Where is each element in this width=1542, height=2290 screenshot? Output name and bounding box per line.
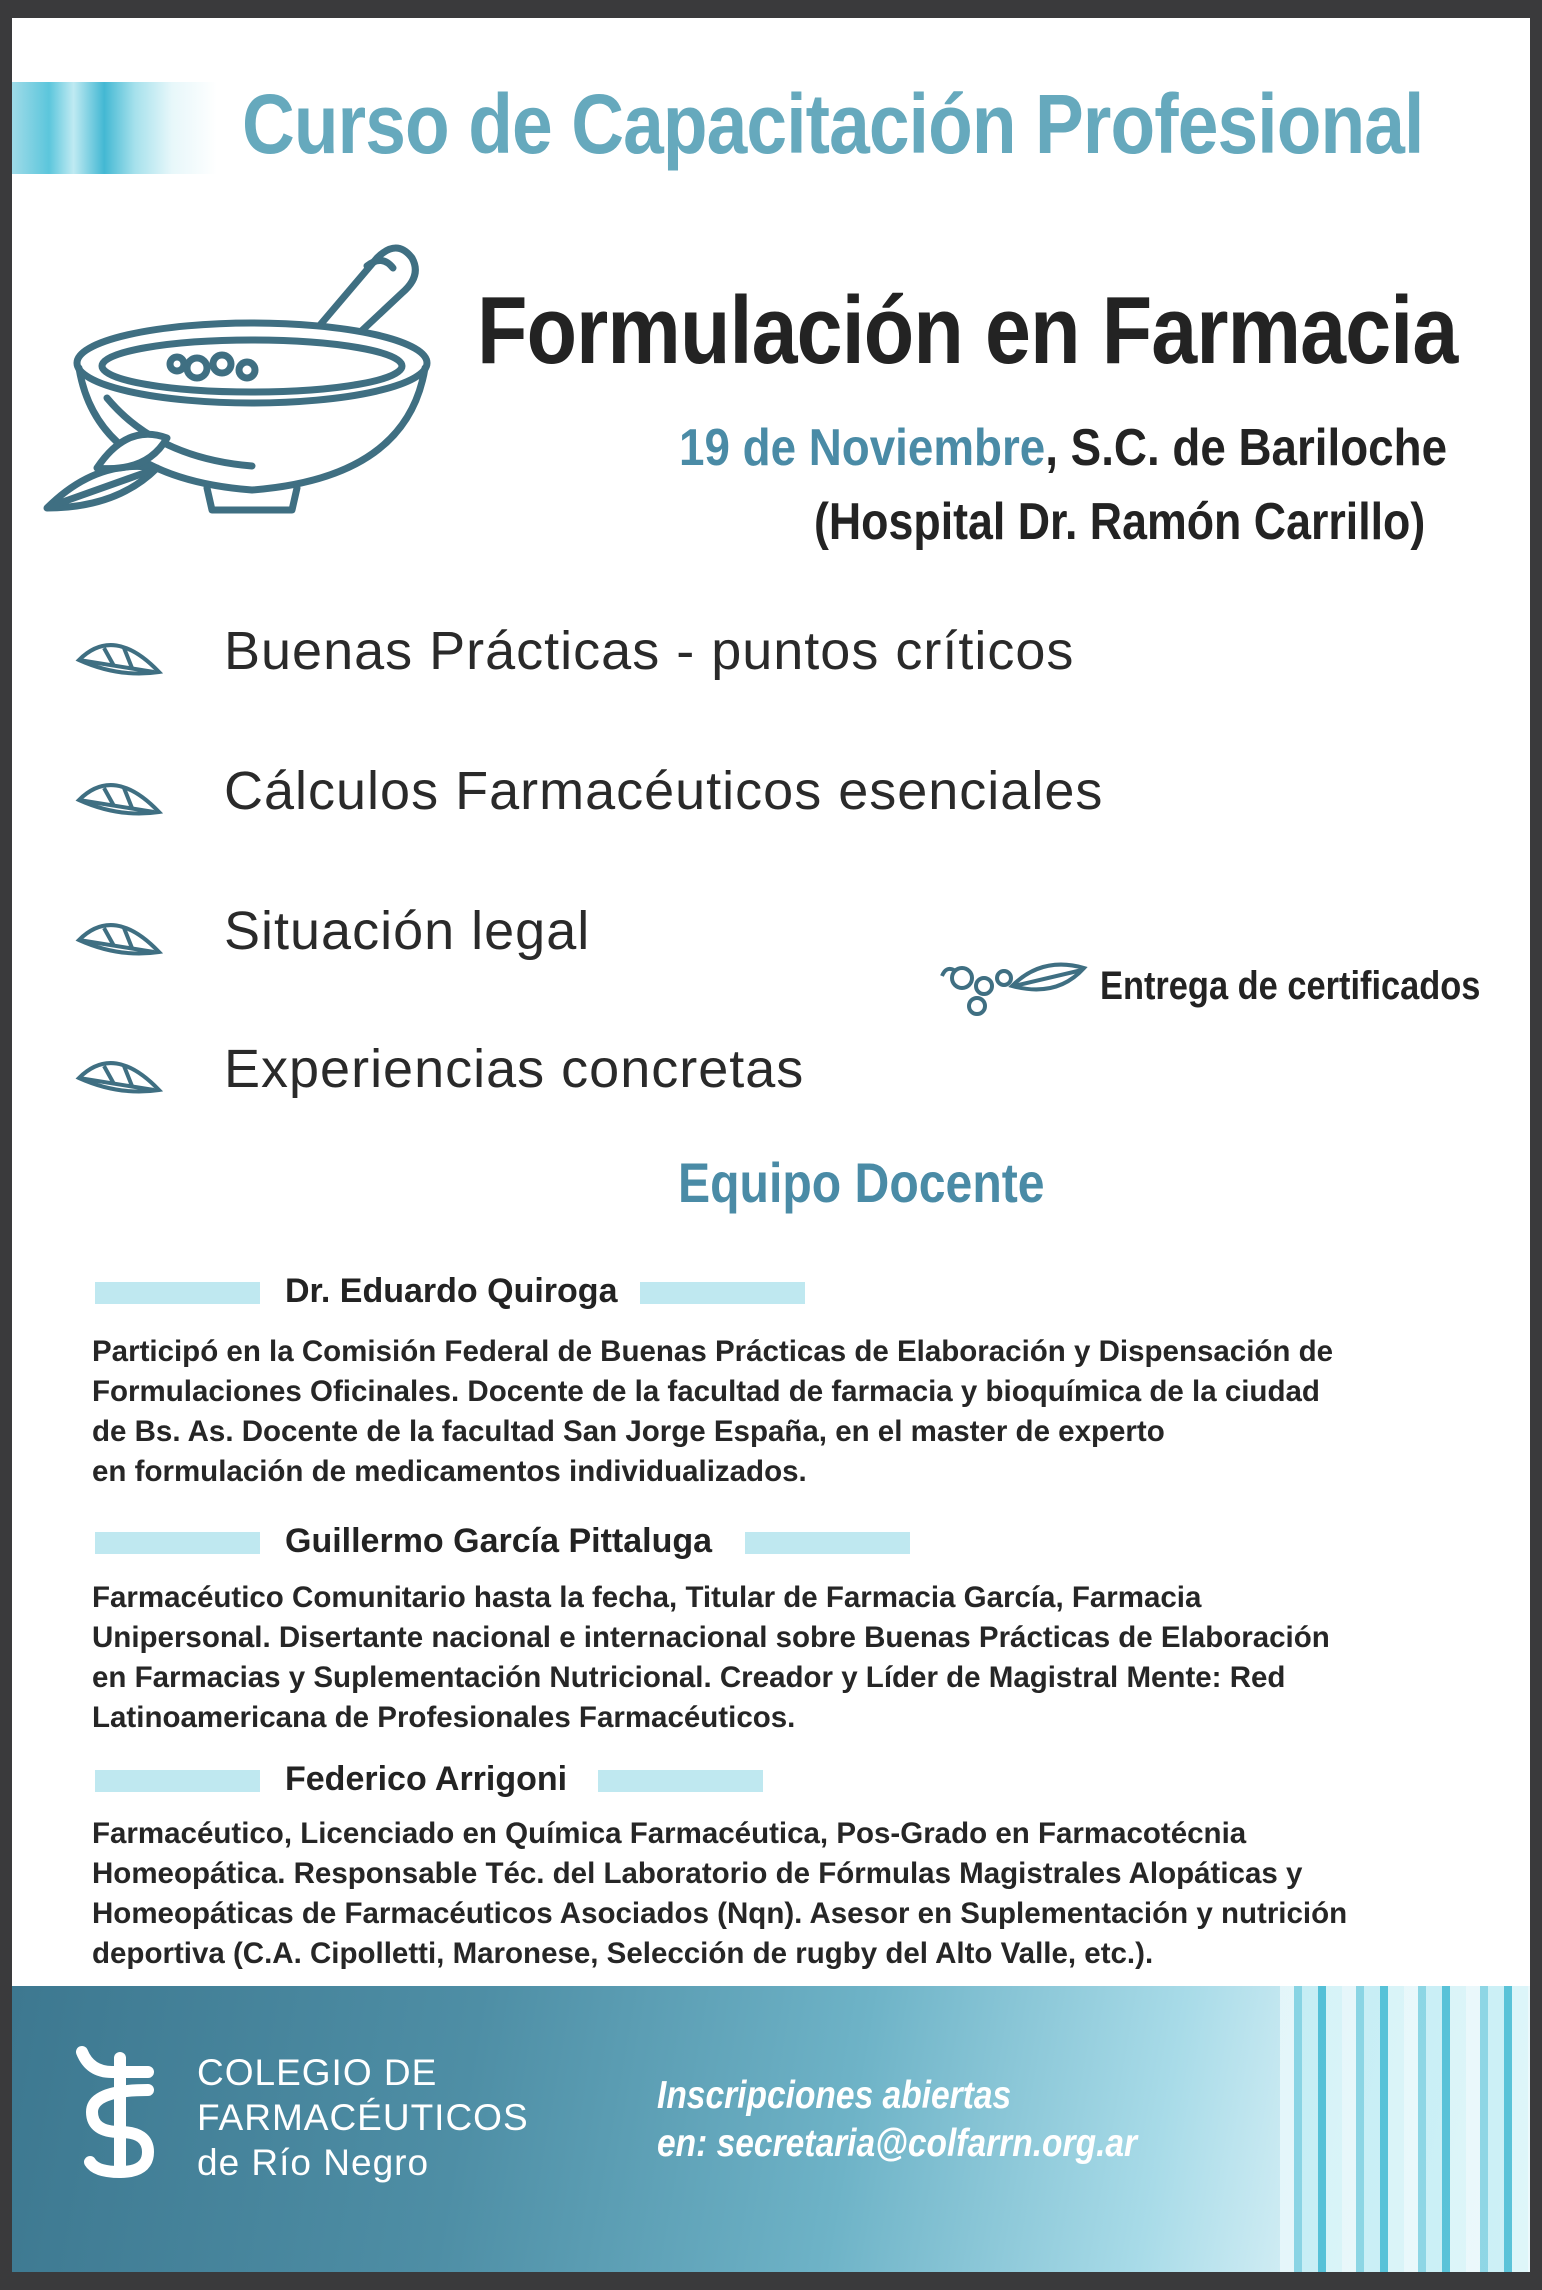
divider-bar: [95, 1532, 260, 1554]
registration-info: [657, 2072, 1137, 2168]
bio-line: Participó en la Comisión Federal de Buenas Prácticas de Elaboración y Dispensación de: [92, 1335, 1334, 1368]
member-bio: [92, 1814, 1512, 1974]
team-title: Equipo Docente: [678, 1151, 1045, 1214]
member-name: Federico Arrigoni: [285, 1760, 568, 1798]
bio-line: de Bs. As. Docente de la facultad San Jorge España, en el master de experto: [92, 1415, 1165, 1448]
topic-label: Situación legal: [224, 901, 591, 961]
member-header: [95, 1522, 1395, 1566]
org-name-line: COLEGIO DE: [197, 2052, 438, 2093]
member-name: Guillermo García Pittaluga: [285, 1522, 713, 1560]
leaf-bullet-icon: [74, 770, 164, 822]
member-bio: [92, 1578, 1512, 1738]
bio-line: Formulaciones Oficinales. Docente de la facultad de farmacia y bioquímica de la ciudad: [92, 1375, 1320, 1408]
bio-line: Homeopática. Responsable Téc. del Laboratorio de Fórmulas Magistrales Alopáticas y: [92, 1857, 1303, 1890]
header-color-band: [12, 82, 217, 174]
bio-line: Homeopáticas de Farmacéuticos Asociados (Nqn). Asesor en Suplementación y nutrición: [92, 1897, 1348, 1930]
date-location: [679, 418, 1530, 478]
org-name-line: FARMACÉUTICOS: [197, 2097, 529, 2138]
bio-line: Farmacéutico Comunitario hasta la fecha, Titular de Farmacia García, Farmacia: [92, 1581, 1202, 1614]
bio-line: Latinoamericana de Profesionales Farmacéuticos.: [92, 1701, 796, 1734]
divider-bar: [745, 1532, 910, 1554]
leaf-bullet-icon: [74, 910, 164, 962]
member-header: [95, 1760, 1395, 1804]
topic-label: Buenas Prácticas - puntos críticos: [224, 621, 1075, 681]
bio-line: en formulación de medicamentos individualizados.: [92, 1455, 807, 1488]
bio-line: Unipersonal. Disertante nacional e internacional sobre Buenas Prácticas de Elaboración: [92, 1621, 1330, 1654]
curtain-decoration: [1280, 1986, 1530, 2272]
main-title: Formulación en Farmacia: [477, 277, 1458, 384]
event-date: 19 de Noviembre: [679, 419, 1046, 477]
event-location: , S.C. de Bariloche: [1045, 419, 1448, 477]
mortar-pestle-icon: [37, 218, 457, 518]
divider-bar: [640, 1282, 805, 1304]
topic-label: Cálculos Farmacéuticos esenciales: [224, 761, 1104, 821]
event-venue: (Hospital Dr. Ramón Carrillo): [814, 493, 1426, 551]
footer: [12, 1986, 1530, 2272]
registration-label: Inscripciones abiertas: [657, 2074, 1012, 2117]
leaf-bullet-icon: [74, 1048, 164, 1100]
leaf-bullet-icon: [74, 630, 164, 682]
divider-bar: [95, 1770, 260, 1792]
member-name: Dr. Eduardo Quiroga: [285, 1272, 618, 1310]
bio-line: Farmacéutico, Licenciado en Química Farmacéutica, Pos-Grado en Farmacotécnia: [92, 1817, 1247, 1850]
divider-bar: [95, 1282, 260, 1304]
topic-item: [74, 1038, 1274, 1108]
org-name: [197, 2050, 529, 2185]
topic-item: [74, 760, 1274, 830]
bio-line: deportiva (C.A. Cipolletti, Maronese, Selección de rugby del Alto Valle, etc.).: [92, 1937, 1154, 1970]
course-title: Curso de Capacitación Profesional: [242, 77, 1424, 171]
poster: [12, 18, 1530, 2272]
bio-line: en Farmacias y Suplementación Nutricional. Creador y Líder de Magistral Mente: Red: [92, 1661, 1286, 1694]
divider-bar: [598, 1770, 763, 1792]
certificates-note: [932, 956, 1530, 1016]
registration-email[interactable]: en: secretaria@colfarrn.org.ar: [657, 2122, 1138, 2165]
topic-label: Experiencias concretas: [224, 1039, 805, 1099]
member-header: [95, 1272, 1395, 1316]
org-name-line: de Río Negro: [197, 2142, 430, 2183]
berries-leaf-icon: [932, 956, 1092, 1016]
certificates-label: Entrega de certificados: [1100, 964, 1481, 1008]
caduceus-logo-icon: [72, 2044, 162, 2184]
topic-item: [74, 620, 1274, 690]
member-bio: [92, 1332, 1512, 1492]
